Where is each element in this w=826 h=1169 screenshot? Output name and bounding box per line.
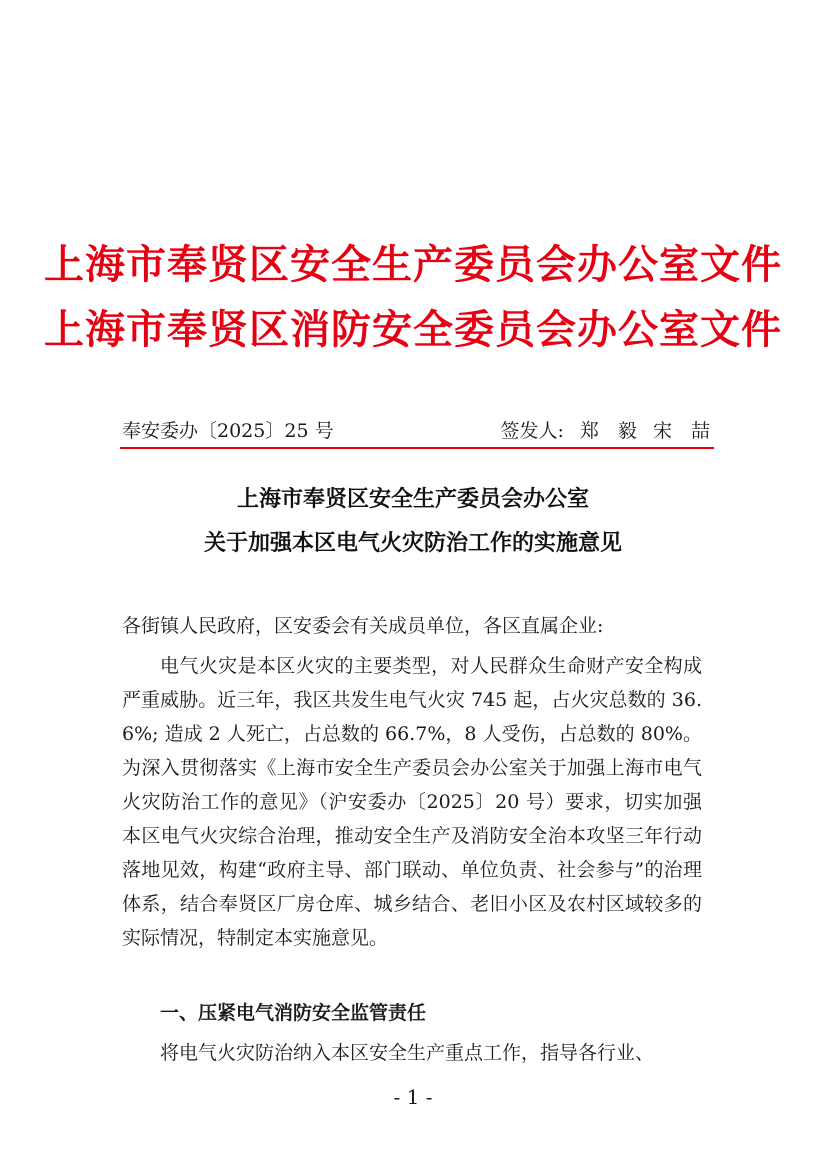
- addressee-line: 各街镇人民政府，区安委会有关成员单位，各区直属企业:: [122, 615, 604, 637]
- signer-name-2: 宋 喆: [652, 420, 710, 442]
- subject-title-line-2: 关于加强本区电气火灾防治工作的实施意见: [203, 530, 622, 556]
- body-paragraph-1: 电气火灾是本区火灾的主要类型，对人民群众生命财产安全构成严重威胁。近三年，我区共发生电气火灾 745 起，占火灾总数的 36.6%; 造成 2 人死亡，占总数的 66.7%，8 人受伤，占总数的 80%。为深入贯彻落实《上海市安全生产委员会办公室关于加强上海市电气火灾防治工作的意见》（沪安委办〔2025〕20 号）要求，切实加强本区电气火灾综合治理，推动安全生产及消防安全治本攻坚三年行动落地见效，构建“政府主导、部门联动、单位负责、社会参与”的治理体系，结合奉贤区厂房仓库、城乡结合、老旧小区及农村区域较多的实际情况，特制定本实施意见。: [122, 655, 702, 949]
- body-paragraph-2: 将电气火灾防治纳入本区安全生产重点工作，指导各行业、: [160, 1042, 655, 1064]
- section-heading-1: 一、压紧电气消防安全监管责任: [160, 1002, 427, 1024]
- subject-title-line-1: 上海市奉贤区安全生产委员会办公室: [236, 486, 589, 512]
- document-header-title-2: 上海市奉贤区消防安全委员会办公室文件: [44, 306, 782, 353]
- document-header-title-1: 上海市奉贤区安全生产委员会办公室文件: [44, 241, 782, 288]
- document-number: 奉安委办〔2025〕25 号: [122, 420, 334, 442]
- page-number: - 1 -: [393, 1085, 433, 1109]
- signer-label: 签发人:: [500, 420, 564, 442]
- signer-info: [500, 418, 710, 444]
- header-divider-line: [120, 447, 714, 449]
- signer-name-1: 郑 毅: [579, 420, 637, 442]
